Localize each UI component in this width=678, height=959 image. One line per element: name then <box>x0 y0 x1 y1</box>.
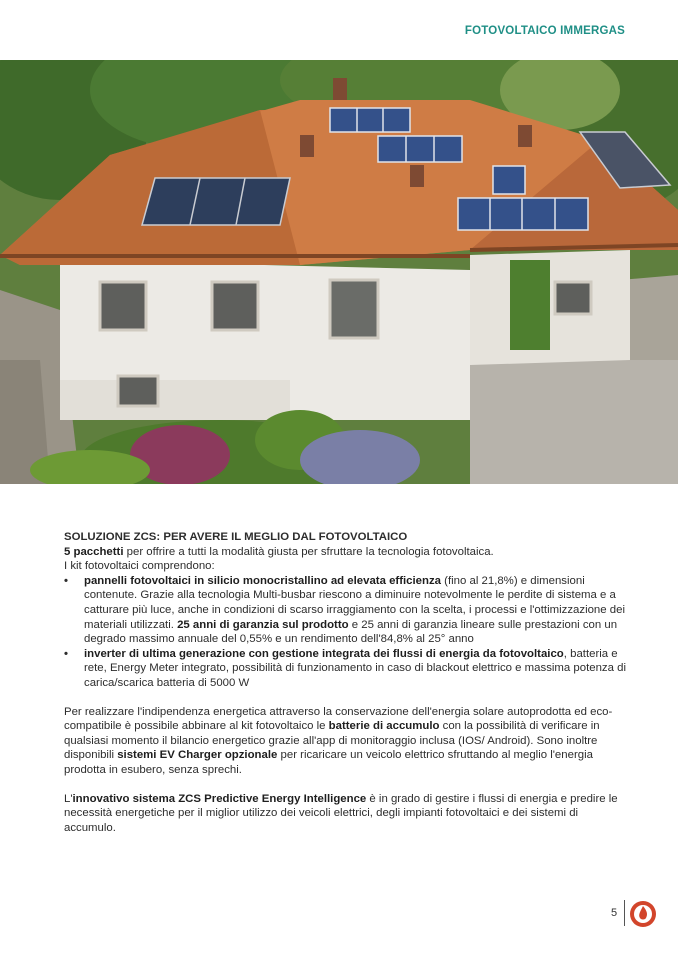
para3-t1: L' <box>64 792 73 805</box>
bullet1-text2: e 25 anni di garanzia lineare sulle prestazioni con un degrado massimo annuale del 0,55% e un rendimento dell'84,8% al 25° anno <box>84 618 618 646</box>
para3-b1: innovativo sistema ZCS Predictive Energy Intelligence <box>72 792 367 805</box>
para2-b2: sistemi EV Charger opzionale <box>117 749 278 762</box>
bullet1-bold1: pannelli fotovoltaici in silicio monocristallino ad elevata efficienza <box>84 574 441 587</box>
para2-t1: Per realizzare l'indipendenza energetica attraverso la conservazione dell'energia solare autoprodotta ed eco-compatibile è possibile abbinare al kit fotovoltaico le <box>64 705 613 733</box>
bullet1-bold2: 25 anni di garanzia sul prodotto <box>177 618 349 631</box>
paragraph-batteries <box>64 705 626 778</box>
hero-photo <box>0 60 678 484</box>
intro-line <box>64 545 626 560</box>
flame-logo-icon <box>629 900 657 928</box>
para2-t3: per ricaricare un veicolo elettrico sfruttando al meglio l'energia prodotta in esubero, senza sprechi. <box>64 749 593 776</box>
page-number: 5 <box>611 907 618 919</box>
intro-bold: 5 pacchetti <box>64 545 124 558</box>
bullet2-bold1: inverter di ultima generazione con gestione integrata dei flussi di energia da fotovoltaico <box>84 647 564 660</box>
bullet1-text1: (fino al 21,8%) e dimensioni contenute. Grazie alla tecnologia Multi-busbar riescono a diminuire notevolmente le perdite di sistema e a catturare più luce, anche in condizioni di scarso irraggiamento con la scelta, i processi e l'ottimizzazione dei materiali utilizzati. <box>84 574 625 631</box>
section-title: FOTOVOLTAICO IMMERGAS <box>464 25 625 37</box>
para3-t2: è in grado di gestire i flussi di energia e predire le necessità energetiche per il miglior utilizzo dei veicoli elettrici, degli impianti fotovoltaici e dei sistemi di accumulo. <box>64 792 618 834</box>
house-solar-illustration <box>0 60 678 484</box>
footer-divider <box>624 900 625 926</box>
list-item <box>64 647 626 691</box>
para2-b1: batterie di accumulo <box>328 720 440 733</box>
bullet2-text1: , batteria e rete, Energy Meter integrato, possibilità di funzionamento in caso di blackout elettrico e massima potenza di carica/scarica batteria di 5000 W <box>84 647 626 689</box>
section-heading: SOLUZIONE ZCS: PER AVERE IL MEGLIO DAL FOTOVOLTAICO <box>64 531 408 543</box>
para2-t2: con la possibilità di verificare in qualsiasi momento il bilancio energetico grazie all'app di monitoraggio inclusa (IOS/ Android). Sono inoltre disponibili <box>64 720 600 762</box>
kit-line: I kit fotovoltaici comprendono: <box>64 560 215 573</box>
intro-text: per offrire a tutti la modalità giusta per sfruttare la tecnologia fotovoltaica. <box>123 545 494 558</box>
paragraph-intelligence <box>64 792 626 836</box>
feature-list <box>64 574 626 691</box>
list-item <box>64 574 626 647</box>
body-text <box>64 530 626 835</box>
